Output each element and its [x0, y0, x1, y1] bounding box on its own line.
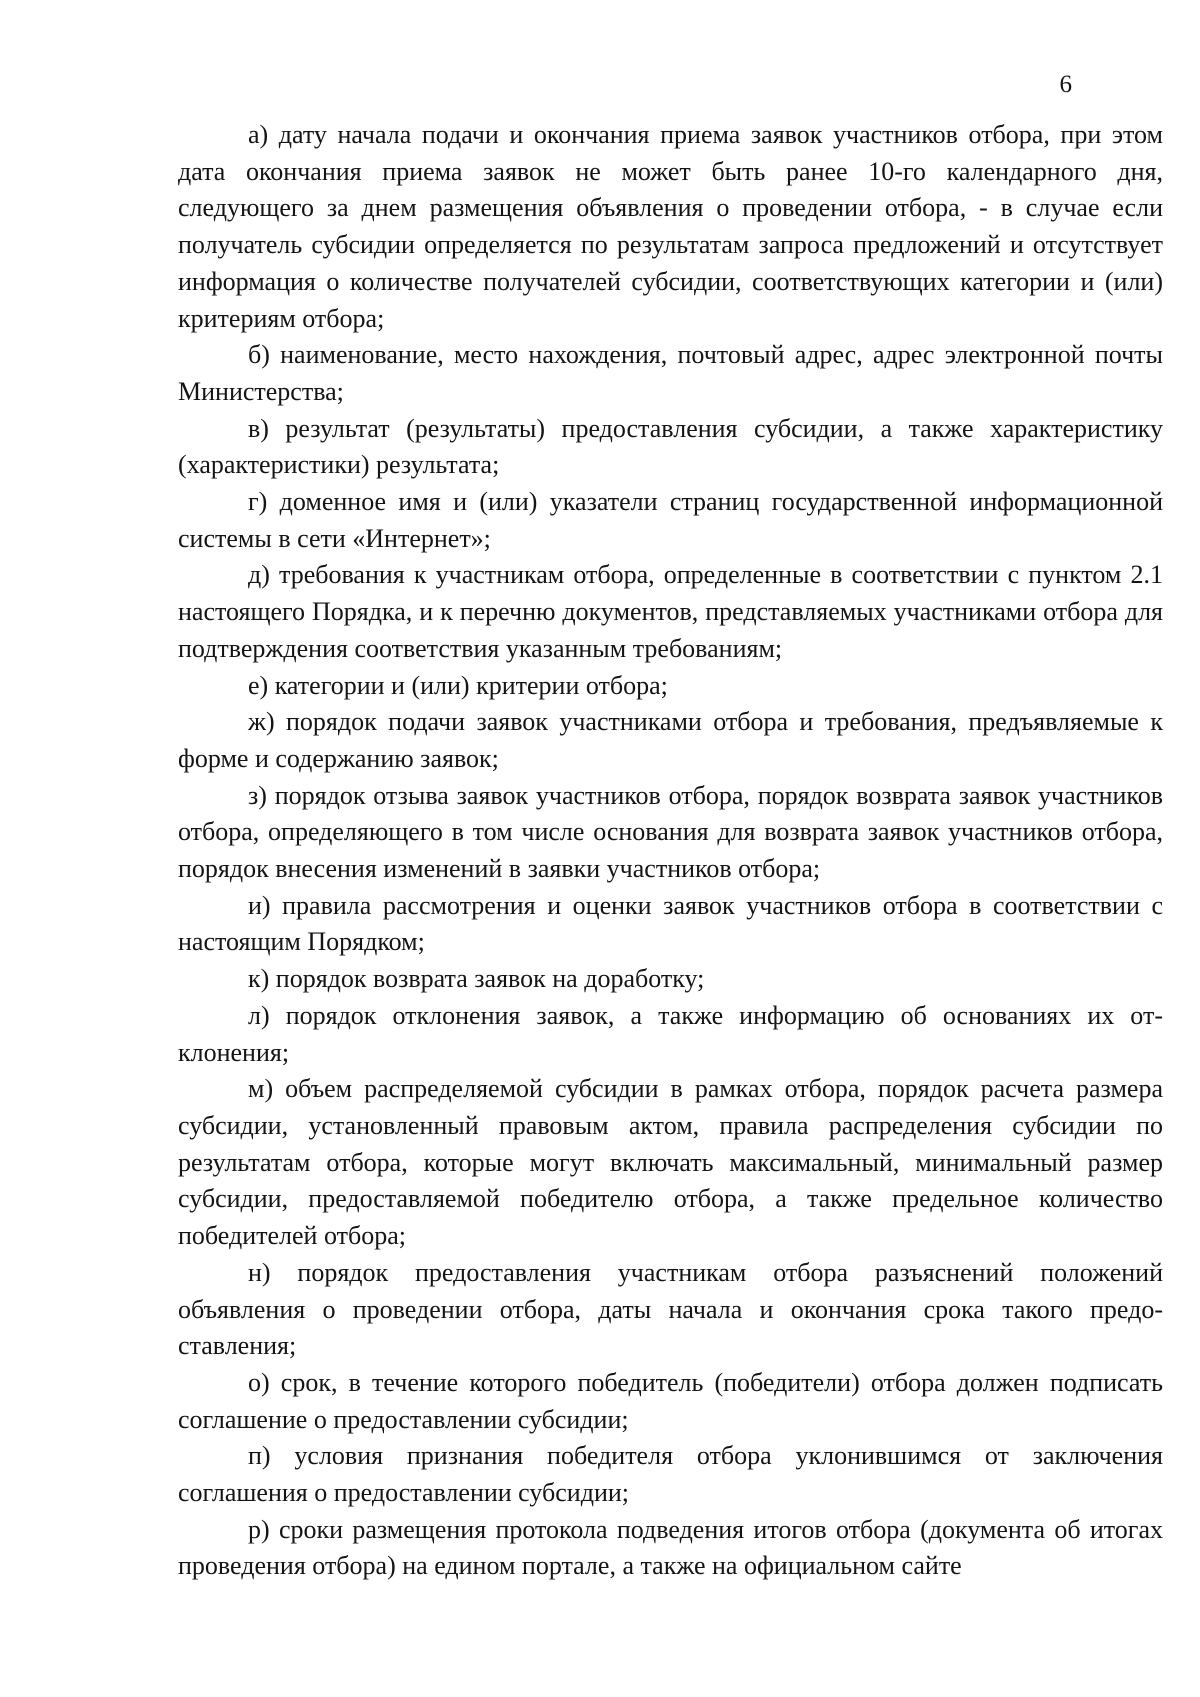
paragraph-p: п) условия признания победителя отбора уклонившимся от заключения соглашения о предоставлении субсидии;: [178, 1441, 1163, 1508]
page-number: 6: [1059, 71, 1072, 98]
paragraph-g: г) доменное имя и (или) указатели страниц государственной информационной системы в сети «Интернет»;: [178, 487, 1163, 553]
paragraph-a: а) дату начала подачи и окончания приема заявок участников отбора, при этом дата окончания приема заявок не может быть ранее 10-го календарного дня, следующего за днем размещения объявления о проведении отбора, - в случае если получатель субсидии определяется по результатам запроса предложений и отсутствует информация о количестве получателей субсидии, соответствующих категории и (или) критериям отбора;: [178, 120, 1163, 333]
paragraph-d: д) требования к участникам отбора, определенные в соответствии с пунктом 2.1 настоящего Порядка, и к перечню документов, представляемых участниками отбора для подтверждения соответствия указанным требованиям;: [178, 560, 1163, 663]
paragraph-o: о) срок, в течение которого победитель (победители) отбора должен подписать соглашение о предоставлении субсидии;: [178, 1367, 1163, 1434]
paragraph-zh: ж) порядок подачи заявок участниками отбора и требования, предъявляемые к форме и содержанию заявок;: [178, 707, 1163, 773]
paragraph-m: м) объем распределяемой субсидии в рамках отбора, порядок расчета размера субсидии, установленный правовым актом, правила распределения субсидии по результатам отбора, которые могут включать максимальный, минимальный размер субсидии, предоставляемой победителю отбора, а также предельное количество победителей отбора;: [178, 1074, 1163, 1251]
paragraph-b: б) наименование, место нахождения, почтовый адрес, адрес электронной почты Министерства;: [178, 340, 1163, 406]
paragraph-v: в) результат (результаты) предоставления субсидии, а также характеристику (характеристики) результата;: [178, 413, 1163, 480]
paragraph-r: р) сроки размещения протокола подведения итогов отбора (документа об итогах проведения отбора) на едином портале, а также на официальном сайте: [178, 1514, 1163, 1581]
document-body: [178, 117, 1163, 1585]
paragraph-z: з) порядок отзыва заявок участников отбора, порядок возврата заявок участников отбора, определяющего в том числе основания для возврата заявок участников отбора, порядок внесения изменений в заявки участников отбора;: [178, 780, 1163, 884]
paragraph-l: л) порядок отклонения заявок, а также информацию об основаниях их отклонения;: [178, 1000, 1163, 1067]
paragraph-k: к) порядок возврата заявок на доработку;: [248, 964, 705, 994]
paragraph-e: е) категории и (или) критерии отбора;: [248, 670, 668, 700]
paragraph-n: н) порядок предоставления участникам отбора разъяснений положений объявления о проведении отбора, даты начала и окончания срока такого предоставления;: [178, 1257, 1163, 1361]
paragraph-i: и) правила рассмотрения и оценки заявок участников отбора в соответствии с настоящим Порядком;: [178, 890, 1163, 957]
